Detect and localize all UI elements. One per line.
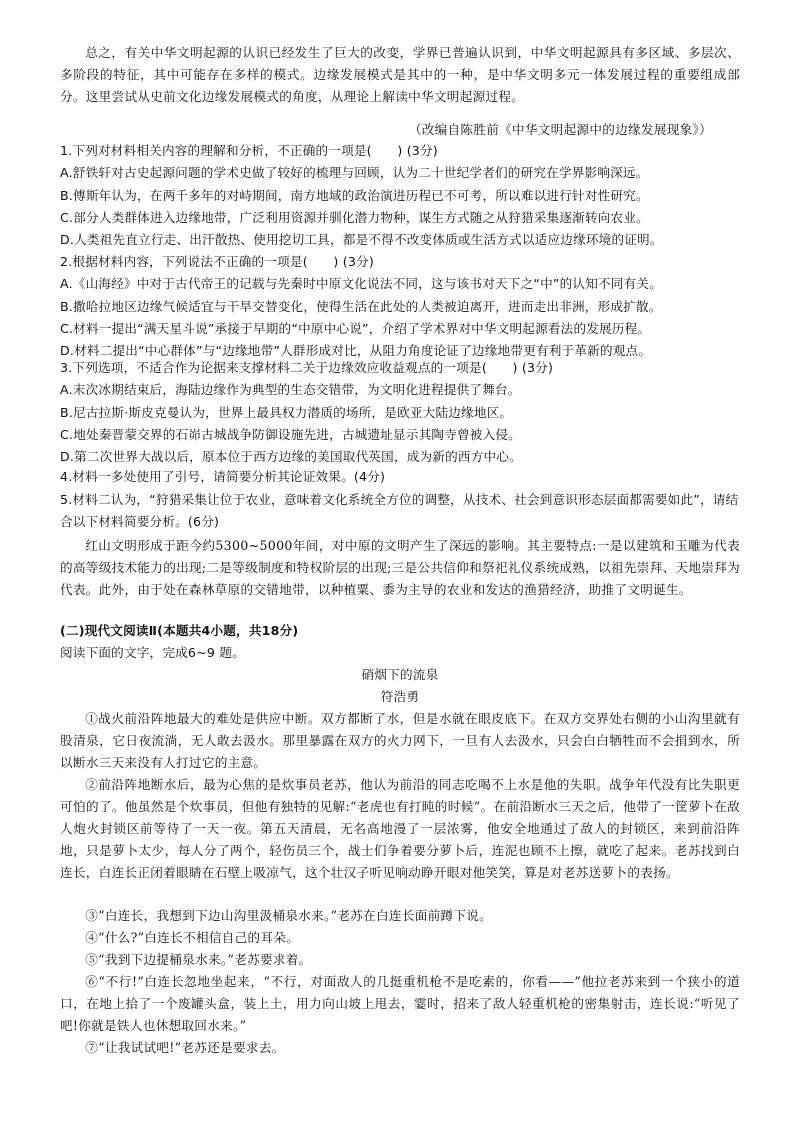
question-2-option-b: B.撒哈拉地区边缘气候适宜与干旱交替变化，使得生活在此处的人类被迫离开，进而走出非洲，形成扩散。 — [60, 298, 662, 314]
story-paragraph-2: ②前沿阵地断水后，最为心焦的是炊事员老苏，他认为前沿的同志吃喝不上水是他的失职。战争年代没有比失职更可怕的了。他虽然是个炊事员，但他有独特的见解:“老虎也有打盹的时候”。在前沿断水三天之后，他带了一筐萝卜在敌人炮火封锁区前等待了一天一夜。第五天清晨，无名高地漫了一层浓雾，他安全地通过了敌人的封锁区，来到前沿阵地，只是萝卜太少，每人分了两个，轻伤员三个，战士们争着要分萝卜后，连泥也顾不上擦，就吃了起来。老苏找到白连长，白连长正闭着眼睛在石壁上吸凉气，这个壮汉子听见响动睁开眼对他笑笑，算是对老苏送萝卜的表扬。 — [60, 777, 740, 880]
question-2-option-c: C.材料一提出“满天星斗说”承接于早期的“中原中心说”，介绍了学术界对中华文明起源看法的发展历程。 — [60, 320, 651, 336]
section-2-instruction: 阅读下面的文字，完成6~9 题。 — [60, 645, 245, 660]
question-3-option-b: B.尼古拉斯·斯皮克曼认为，世界上最具权力潜质的场所，是欧亚大陆边缘地区。 — [60, 404, 513, 420]
question-4: 4.材料一多处使用了引号，请简要分析其论证效果。(4分) — [60, 469, 386, 484]
question-3-option-c: C.地处秦晋蒙交界的石峁古城战争防御设施先进，古城遗址显示其陶寺曾被入侵。 — [60, 426, 521, 442]
question-2-option-d: D.材料二提出“中心群体”与“边缘地带”人群形成对比，从阻力角度论证了边缘地带更有利于革新的观点。 — [60, 343, 652, 359]
question-1 — [60, 140, 740, 251]
story-paragraph-6: ⑥“不行!”白连长忽地坐起来，“不行，对面敌人的几挺重机枪不是吃素的，你看——”他拉老苏来到一个狭小的道口，在地上拾了一个废罐头盒，装上土，用力向山坡上甩去，霎时，招来了敌人轻重机枪的密集射击，连长说:“听见了吧!你就是铁人也休想取回水来。” — [60, 974, 740, 1033]
question-5: 5.材料二认为，“狩猎采集让位于农业，意味着文化系统全方位的调整，从技术、社会到意识形态层面都需要如此”，请结合以下材料简要分析。(6分) — [60, 492, 739, 530]
passage1-paragraph: 总之，有关中华文明起源的认识已经发生了巨大的改变，学界已普遍认识到，中华文明起源具有多区域、多层次、多阶段的特征，其中可能存在多样的模式。边缘发展模式是其中的一种，是中华文明多元一体发展过程的重要组成部分。这里尝试从史前文化边缘发展模式的角度，从理论上解读中华文明起源过程。 — [60, 45, 740, 104]
story-paragraph-7: ⑦“让我试试吧!”老苏还是要求去。 — [85, 1040, 285, 1055]
question-2-option-a: A.《山海经》中对于古代帝王的记载与先秦时中原文化说法不同，这与该书对天下之“中”的认知不同有关。 — [60, 276, 662, 292]
story-paragraph-4: ④“什么?”白连长不相信自己的耳朵。 — [85, 930, 300, 945]
question-1-option-a: A.舒铁轩对古史起源问题的学术史做了较好的梳理与回顾，认为二十世纪学者们的研究在学界影响深远。 — [60, 165, 649, 181]
question-2 — [60, 251, 740, 362]
section-2-heading: (二)现代文阅读Ⅱ(本题共4小题，共18分) — [60, 623, 299, 638]
question-3-option-a: A.末次冰期结束后，海陆边缘作为典型的生态交错带，为文明化进程提供了舞台。 — [60, 382, 521, 398]
question-1-option-b: B.傅斯年认为，在两千多年的对峙期间，南方地域的政治演进历程已不可考，所以难以进行针对性研究。 — [60, 187, 649, 203]
question-3 — [60, 357, 740, 468]
question-2-stem: 2.根据材料内容，下列说法不正确的一项是( ) (3分) — [60, 254, 374, 269]
story-paragraph-5: ⑤“我到下边提桶泉水来。”老苏要求着。 — [85, 952, 312, 967]
question-1-option-c: C.部分人类群体进入边缘地带，广泛利用资源并驯化潜力物种，谋生方式随之从狩猎采集逐渐转向农业。 — [60, 209, 649, 225]
question-3-stem: 3.下列选项，不适合作为论据来支撑材料二关于边缘效应收益观点的一项是( ) (3分) — [60, 360, 554, 375]
story-title: 硝烟下的流泉 — [361, 667, 439, 682]
story-author: 符浩勇 — [380, 689, 420, 704]
passage1-source: （改编自陈胜前《中华文明起源中的边缘发展现象》） — [408, 122, 712, 137]
question-3-option-d: D.第二次世界大战以后，原本位于西方边缘的美国取代英国，成为新的西方中心。 — [60, 449, 522, 465]
question-1-option-d: D.人类祖先直立行走、出汗散热、使用挖切工具，都是不得不改变体质或生活方式以适应边缘环境的证明。 — [60, 232, 663, 248]
story-paragraph-3: ③“白连长，我想到下边山沟里汲桶泉水来。”老苏在白连长面前蹲下说。 — [85, 908, 493, 923]
story-paragraph-1: ①战火前沿阵地最大的难处是供应中断。双方都断了水，但是水就在眼皮底下。在双方交界处右侧的小山沟里就有股清泉，它日夜流淌，无人敢去汲水。那里暴露在双方的火力网下，一旦有人去汲水，只会白白牺牲而不会捐到水，所以断水三天来没有人打过它的主意。 — [60, 711, 740, 770]
question-1-stem: 1.下列对材料相关内容的理解和分析，不正确的一项是( ) (3分) — [60, 143, 438, 158]
hongshan-material: 红山文明形成于距今约5300~5000年间，对中原的文明产生了深远的影响。其主要特点:一是以建筑和玉雕为代表的高等级技术能力的出现;二是等级制度和特权阶层的出现;三是公共信仰和祭祀礼仪系统成熟，以祖先崇拜、天地崇拜为代表。此外，由于处在森林草原的交错地带，以种植粟、黍为主导的农业和发达的渔猎经济，助推了文明诞生。 — [60, 538, 740, 597]
